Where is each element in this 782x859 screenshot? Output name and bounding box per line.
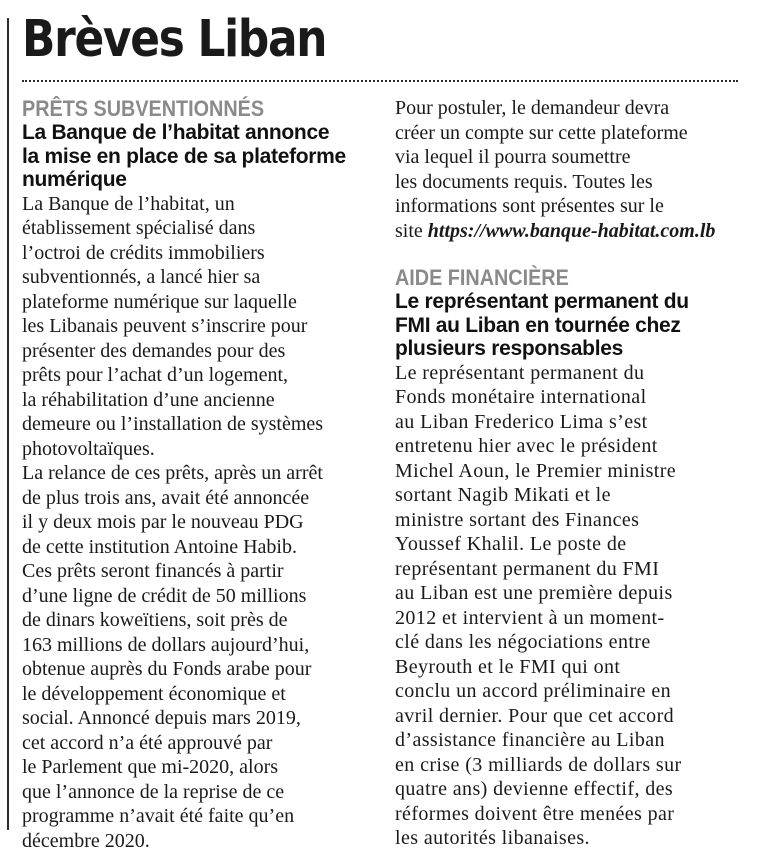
body-line: la réhabilitation d’une ancienne <box>22 388 275 411</box>
body-line: le développement économique et <box>22 682 286 705</box>
body-line: créer un compte sur cette plateforme <box>395 121 688 144</box>
body-line: 2012 et intervient à un moment- <box>395 606 665 629</box>
body-line: en crise (3 milliards de dollars sur <box>395 753 682 776</box>
body-line: présenter des demandes pour des <box>22 339 286 362</box>
body-line: informations sont présentes sur le <box>395 195 664 217</box>
article-2-kicker: AIDE FINANCIÈRE <box>395 265 569 290</box>
body-line: demeure ou l’installation de systèmes <box>22 413 324 435</box>
body-line: 163 millions de dollars aujourd’hui, <box>22 633 310 656</box>
body-line: que l’annonce de la reprise de ce <box>22 780 285 803</box>
body-line: social. Annoncé depuis mars 2019, <box>22 707 301 729</box>
article-1-continued <box>395 96 740 243</box>
body-line: établissement spécialisé dans <box>22 217 256 239</box>
body-line: Pour postuler, le demandeur devra <box>395 97 670 119</box>
headline-line: Le représentant permanent du <box>395 290 689 313</box>
right-column <box>395 96 740 851</box>
body-line: de dinars koweïtiens, soit près de <box>22 609 288 631</box>
website-link[interactable]: https://www.banque-habitat.com.lb <box>427 219 716 242</box>
article-2 <box>395 265 740 851</box>
article-1-headline <box>22 121 392 192</box>
body-line: d’une ligne de crédit de 50 millions <box>22 584 307 607</box>
body-line: La relance de ces prêts, après un arrêt <box>22 462 323 484</box>
body-line: réformes doivent être menées par <box>395 802 675 825</box>
article-2-headline <box>395 290 765 361</box>
body-line: entretenu hier avec le président <box>395 435 658 457</box>
body-line: d’assistance financière au Liban <box>395 729 665 751</box>
headline-line: la mise en place de sa plateforme <box>22 144 346 168</box>
headline-line: numérique <box>22 168 127 191</box>
body-line: via lequel il pourra soumettre <box>395 146 631 168</box>
body-line: l’octroi de crédits immobiliers <box>22 241 265 264</box>
body-line: avril dernier. Pour que cet accord <box>395 704 675 727</box>
page-title: Brèves Liban <box>22 10 327 69</box>
column-rule <box>7 18 9 830</box>
body-line: au Liban est une première depuis <box>395 582 673 604</box>
body-line: prêts pour l’achat d’un logement, <box>22 364 289 386</box>
body-line: conclu un accord préliminaire en <box>395 680 672 702</box>
body-line: décembre 2020. <box>22 829 150 852</box>
body-line: photovoltaïques. <box>22 437 155 460</box>
url-prefix: site <box>395 219 428 242</box>
body-line: plateforme numérique sur laquelle <box>22 290 297 313</box>
body-line: clé dans les négociations entre <box>395 631 651 653</box>
body-line: subventionnés, a lancé hier sa <box>22 266 261 288</box>
body-line: ministre sortant des Finances <box>395 508 640 531</box>
body-line: représentant permanent du FMI <box>395 557 660 580</box>
article-1-column <box>22 96 372 853</box>
body-line: Michel Aoun, le Premier ministre <box>395 459 677 482</box>
body-line: il y deux mois par le nouveau PDG <box>22 511 304 533</box>
body-line: Fonds monétaire international <box>395 386 647 408</box>
headline-line: FMI au Liban en tournée chez <box>395 313 681 337</box>
body-line: le Parlement que mi-2020, alors <box>22 756 279 778</box>
headline-line: plusieurs responsables <box>395 337 623 360</box>
body-line: de plus trois ans, avait été annoncée <box>22 486 310 509</box>
body-line: de cette institution Antoine Habib. <box>22 535 297 558</box>
body-line: sortant Nagib Mikati et le <box>395 484 611 506</box>
body-line: cet accord n’a été approuvé par <box>22 731 273 754</box>
body-line: Ces prêts seront financés à partir <box>22 560 284 582</box>
article-1-body <box>22 192 372 854</box>
body-line: les autorités libanaises. <box>395 827 590 849</box>
body-line: les Libanais peuvent s’inscrire pour <box>22 315 308 337</box>
headline-line: La Banque de l’habitat annonce <box>22 121 330 144</box>
body-line: Beyrouth et le FMI qui ont <box>395 655 621 678</box>
body-line-with-url <box>395 219 740 244</box>
article-1-kicker: PRÊTS SUBVENTIONNÉS <box>22 96 265 121</box>
body-line: les documents requis. Toutes les <box>395 170 653 193</box>
article-2-body <box>395 361 740 851</box>
body-line: Le représentant permanent du <box>395 361 645 384</box>
body-line: au Liban Frederico Lima s’est <box>395 410 648 433</box>
title-divider <box>22 80 738 82</box>
body-line: quatre ans) devienne effectif, des <box>395 778 674 800</box>
body-line: programme n’avait été faite qu’en <box>22 805 295 827</box>
body-line: obtenue auprès du Fonds arabe pour <box>22 658 312 680</box>
body-line: La Banque de l’habitat, un <box>22 192 235 215</box>
body-line: Youssef Khalil. Le poste de <box>395 533 627 555</box>
